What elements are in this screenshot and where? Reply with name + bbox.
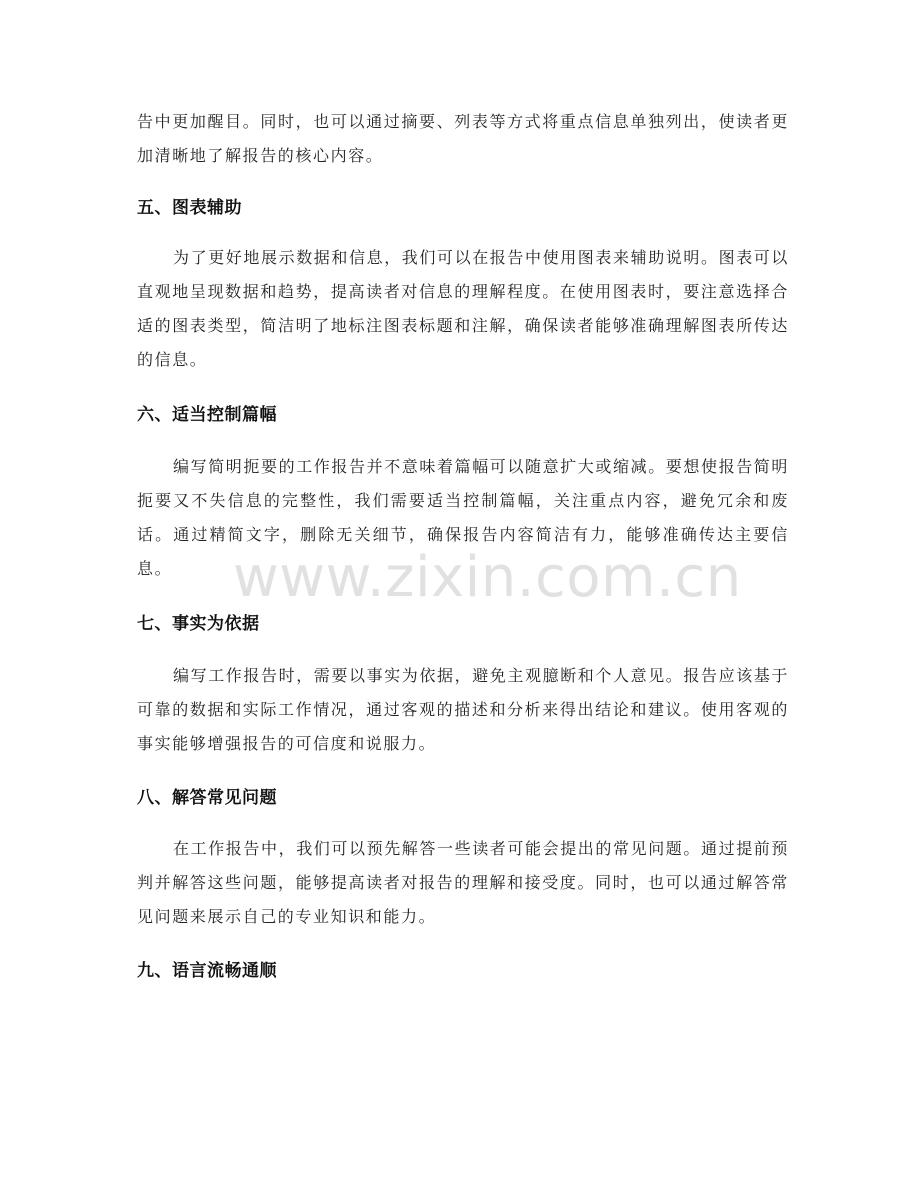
section-heading-6: 六、适当控制篇幅 [137,405,277,425]
section-body-6: 编写简明扼要的工作报告并不意味着篇幅可以随意扩大或缩减。要想使报告简明扼要又不失信息的完整性，我们需要适当控制篇幅，关注重点内容，避免冗余和废话。通过精简文字，删除无关细节，确保报告内容简洁有力，能够准确传达主要信息。 [137,457,790,578]
section-heading-9: 九、语言流畅通顺 [137,961,277,981]
section-heading-8: 八、解答常见问题 [137,788,277,808]
watermark-text: www.zixin.com.cn [233,545,742,610]
section-heading-7: 七、事实为依据 [137,614,260,634]
section-heading-5: 五、图表辅助 [137,198,242,218]
intro-paragraph: 告中更加醒目。同时，也可以通过摘要、列表等方式将重点信息单独列出，使读者更加清晰地了解报告的核心内容。 [137,112,789,165]
section-body-7: 编写工作报告时，需要以事实为依据，避免主观臆断和个人意见。报告应该基于可靠的数据和实际工作情况，通过客观的描述和分析来得出结论和建议。使用客观的事实能够增强报告的可信度和说服力。 [137,666,790,753]
section-body-5: 为了更好地展示数据和信息，我们可以在报告中使用图表来辅助说明。图表可以直观地呈现数据和趋势，提高读者对信息的理解程度。在使用图表时，要注意选择合适的图表类型，简洁明了地标注图表标题和注解，确保读者能够准确理解图表所传达的信息。 [137,248,790,369]
section-body-8: 在工作报告中，我们可以预先解答一些读者可能会提出的常见问题。通过提前预判并解答这些问题，能够提高读者对报告的理解和接受度。同时，也可以通过解答常见问题来展示自己的专业知识和能力。 [137,839,790,926]
